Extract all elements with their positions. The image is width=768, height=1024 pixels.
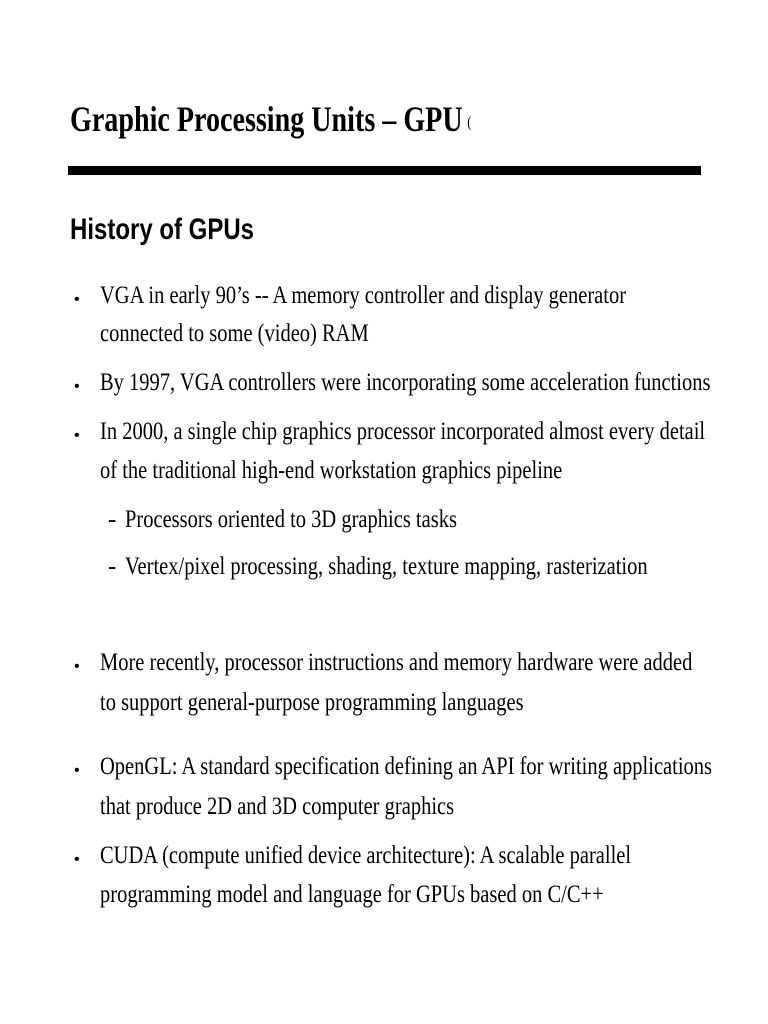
- section-heading: History of GPUs: [70, 213, 255, 246]
- bullet-1-line-2: connected to some (video) RAM: [100, 320, 369, 347]
- subitem-dash: -: [108, 553, 117, 580]
- bullet-marker: •: [74, 658, 80, 675]
- bullet-6-line-1: CUDA (compute unified device architecture): A scalable parallel: [100, 842, 632, 869]
- bullet-5-line-2: that produce 2D and 3D computer graphics: [100, 793, 455, 820]
- bullet-2-line-1: By 1997, VGA controllers were incorporating some acceleration functions: [100, 369, 711, 396]
- slide-title: [70, 94, 554, 148]
- bullet-4-line-1: More recently, processor instructions and memory hardware were added: [100, 649, 693, 676]
- bullet-3-line-2: of the traditional high-end workstation graphics pipeline: [100, 457, 563, 484]
- subitem-dash: -: [108, 506, 117, 533]
- title-rule: [68, 166, 701, 175]
- bullet-6-line-2: programming model and language for GPUs based on C/C++: [100, 881, 604, 908]
- bullet-marker: •: [74, 851, 80, 868]
- bullet-marker: •: [74, 427, 80, 444]
- bullet-4-line-2: to support general-purpose programming languages: [100, 689, 524, 716]
- bullet-marker: •: [74, 762, 80, 779]
- bullet-1-line-1: VGA in early 90’s -- A memory controller and display generator: [100, 282, 627, 309]
- bullet-marker: •: [74, 378, 80, 395]
- subitem-2: Vertex/pixel processing, shading, texture mapping, rasterization: [125, 553, 648, 580]
- slide-title-text: Graphic Processing Units – GPU: [70, 99, 463, 139]
- bullet-marker: •: [74, 291, 80, 308]
- bullet-5-line-1: OpenGL: A standard specification defining an API for writing applications: [100, 753, 713, 780]
- bullet-3-line-1: In 2000, a single chip graphics processor incorporated almost every detail: [100, 418, 706, 445]
- title-trailing-mark: (: [467, 113, 472, 131]
- subitem-1: Processors oriented to 3D graphics tasks: [125, 506, 457, 533]
